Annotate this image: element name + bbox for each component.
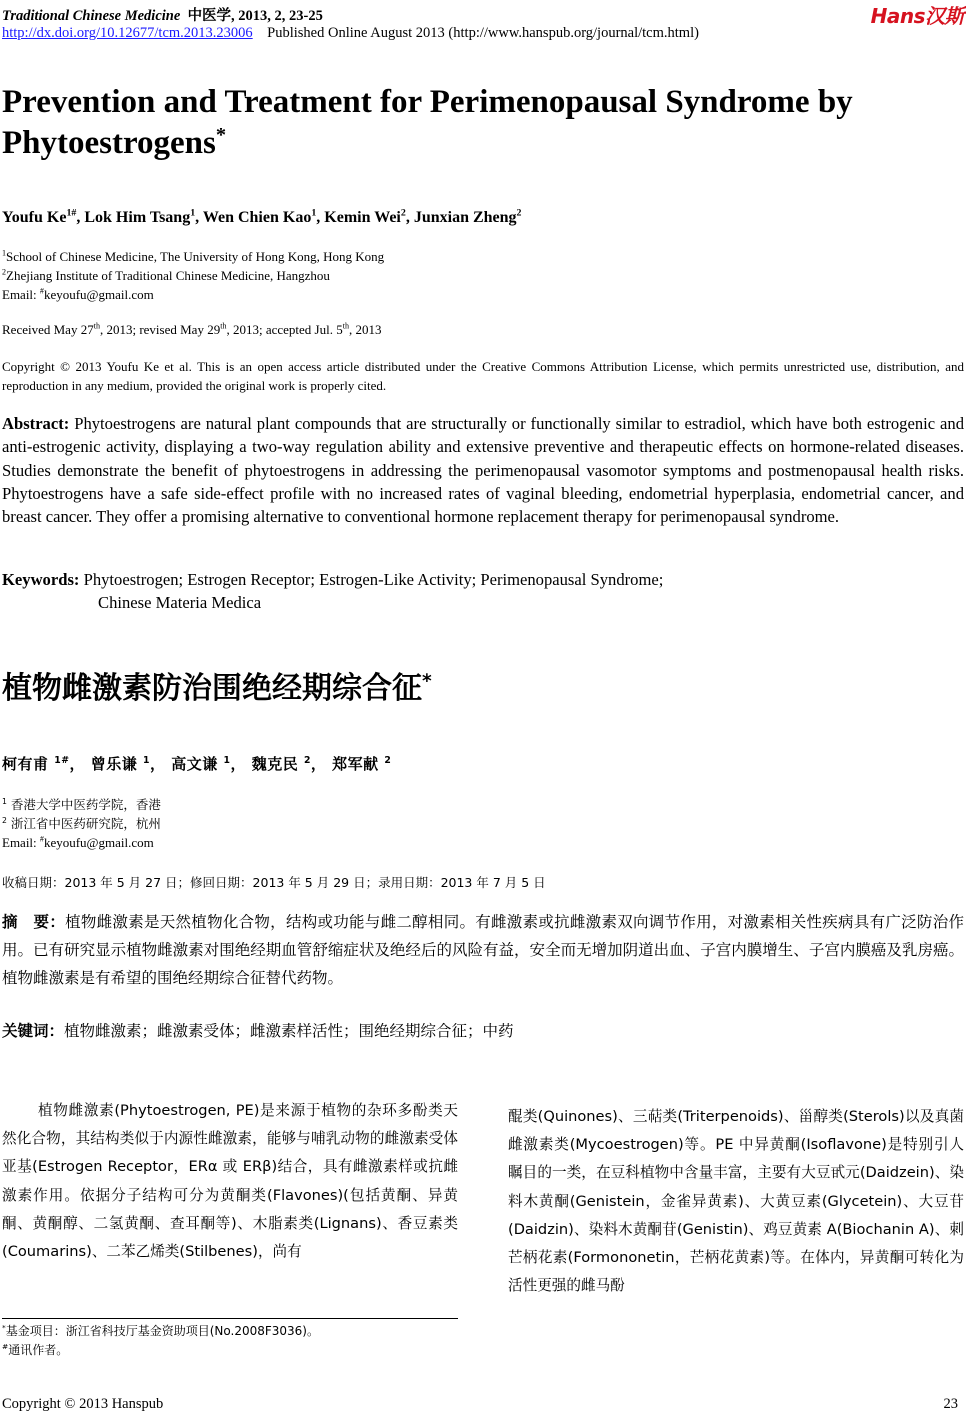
body-column-left: 植物雌激素(Phytoestrogen, PE)是来源于植物的杂环多酚类天然化合物，其结构类似于内源性雌激素，能够与哺乳动物的雌激素受体亚基(Estrogen Receptor，ERα 或 ERβ)结合，具有雌激素样或抗雌激素作用。依据分子结构可分为黄酮类(Flavones)(包括黄酮、异黄酮、黄酮醇、二氢黄酮、查耳酮等)、木脂素类(Lignans)、香豆素类(Coumarins)、二苯乙烯类(Stilbenes)，尚有 bbox=[2, 1102, 458, 1261]
journal-name: Traditional Chinese Medicine bbox=[2, 8, 181, 24]
published-online: Published Online August 2013 (http://www.hanspub.org/journal/tcm.html) bbox=[267, 25, 699, 41]
abstract-en bbox=[2, 412, 964, 528]
keywords-cn bbox=[2, 1019, 514, 1041]
author-sup: 1# bbox=[66, 207, 77, 219]
body-column-right: 醌类(Quinones)、三萜类(Triterpenoids)、甾醇类(Sterols)以及真菌雌激素类(Mycoestrogen)等。PE 中异黄酮(Isoflavone)是特别引人瞩目的一类，在豆科植物中含量丰富，主要有大豆甙元(Daidzein)、染料木黄酮(Genistein，金雀异黄素)、大黄豆素(Glycetein)、大豆苷(Daidzin)、染料木黄酮苷(Genistin)、鸡豆黄素 A(Biochanin A)、刺芒柄花素(Formononetin，芒柄花黄素)等。在体内，异黄酮可转化为活性更强的雌马酚 bbox=[508, 1108, 964, 1295]
affiliations-en bbox=[2, 247, 384, 304]
doi-link[interactable]: http://dx.doi.org/10.12677/tcm.2013.23006 bbox=[2, 25, 253, 41]
affiliation: $^1$School of Chinese Medicine, The University of Hong Kong, Hong Kong bbox=[2, 248, 385, 264]
footnote-divider bbox=[2, 1318, 458, 1319]
author-sup: 1 bbox=[311, 207, 317, 219]
keywords-text-2: Chinese Materia Medica bbox=[98, 593, 262, 613]
author-sup: 2 bbox=[400, 207, 406, 219]
email-line-cn: Email: #keyoufu@gmail.com bbox=[2, 834, 154, 850]
journal-header bbox=[2, 4, 323, 25]
author-list-en: Youfu $Ke^{1\#}$, Lok Him Tsang$^1$, Wen Chien Kao$^1$, Kemin Wei$^2$, Junxian Zheng$^2$ bbox=[2, 207, 522, 226]
received-dates-cn: 收稿日期：2013 年 5 月 27 日；修回日期：2013 年 5 月 29 日；录用日期：2013 年 7 月 5 日 bbox=[2, 875, 546, 890]
header-line-2 bbox=[2, 25, 699, 42]
copyright-notice: Copyright © 2013 Youfu Ke et al. This is an open access article distributed under the Creative Commons Attribution License, which permits unrestricted use, distribution, and reproduction in any medium, provided the original work is properly cited. bbox=[2, 359, 964, 393]
abstract-label: Abstract: bbox=[2, 414, 70, 433]
keywords-en bbox=[2, 568, 663, 615]
abstract-cn-label: 摘 要： bbox=[2, 913, 66, 931]
footer-copyright: Copyright © 2013 Hanspub bbox=[2, 1396, 164, 1412]
author: Wen Chien Kao bbox=[202, 209, 312, 226]
email-line: Email: #keyoufu@gmail.com bbox=[2, 286, 154, 302]
affiliations-cn bbox=[2, 795, 161, 852]
author-list-cn: 柯有甫 $^{1\#}$， 曾乐谦 $^1$， 高文谦 $^1$， 魏克民 $^2$， 郑军献 $^2$ bbox=[2, 755, 392, 773]
title-text: Prevention and Treatment for Perimenopausal Syndrome by Phytoestrogens bbox=[2, 84, 853, 161]
abstract-text: Phytoestrogens are natural plant compounds that are structurally or functionally similar to estradiol, which have both estrogenic and anti-estrogenic activity, displaying a two-way regulation ability and extensive preventive and therapeutic effects on hormone-related diseases. Studies demonstrate the benefit of phytoestrogens in addressing the perimenopausal vasomotor symptoms and postmenopausal health risks. Phytoestrogens have a safe side-effect profile with no increased rates of vaginal bleeding, endometrial hyperplasia, endometrial cancer, and breast cancer. They offer a promising alternative to conventional hormone replacement therapy for perimenopausal syndrome. bbox=[2, 414, 964, 527]
hanspub-logo: Hans汉斯 bbox=[870, 4, 964, 28]
page-number: 23 bbox=[943, 1396, 958, 1412]
title-footnote-mark: * bbox=[215, 124, 227, 146]
author-sup: 2 bbox=[516, 207, 522, 219]
affiliation: $^2$Zhejiang Institute of Traditional Chinese Medicine, Hangzhou bbox=[2, 267, 330, 283]
author: Kemin Wei bbox=[324, 209, 401, 226]
keywords-label: Keywords: bbox=[2, 570, 80, 589]
keywords-text: Phytoestrogen; Estrogen Receptor; Estrogen-Like Activity; Perimenopausal Syndrome; bbox=[83, 570, 664, 589]
received-dates-en: Received May 27th, 2013; revised May 29th, 2013; accepted Jul. 5th, 2013 bbox=[2, 321, 382, 337]
keywords-cn-text: 植物雌激素；雌激素受体；雌激素样活性；围绝经期综合征；中药 bbox=[64, 1022, 514, 1040]
author: Junxian Zheng bbox=[413, 209, 517, 226]
email-address: keyoufu@gmail.com bbox=[43, 287, 154, 302]
paper-title-cn: 植物雌激素防治围绝经期综合征* bbox=[2, 671, 432, 706]
author: Youfu Ke bbox=[2, 209, 67, 226]
abstract-cn bbox=[2, 908, 964, 992]
footnotes bbox=[2, 1322, 319, 1360]
author-sup: 1 bbox=[190, 207, 196, 219]
affiliation: $^1$ 香港大学中医药学院，香港 bbox=[2, 796, 161, 812]
paper-title-en bbox=[2, 82, 952, 164]
affiliation: $^2$ 浙江省中医药研究院，杭州 bbox=[2, 815, 161, 831]
journal-info: 中医学, 2013, 2, 23-25 bbox=[187, 8, 323, 24]
keywords-cn-label: 关键词： bbox=[2, 1022, 65, 1040]
footnote: #通讯作者。 bbox=[2, 1342, 69, 1357]
footnote: *基金项目：浙江省科技厅基金资助项目(No.2008F3036)。 bbox=[2, 1323, 319, 1338]
abstract-cn-text: 植物雌激素是天然植物化合物，结构或功能与雌二醇相同。有雌激素或抗雌激素双向调节作用，对激素相关性疾病具有广泛防治作用。已有研究显示植物雌激素对围绝经期血管舒缩症状及绝经后的风险有益，安全而无增加阴道出血、子宫内膜增生、子宫内膜癌及乳房癌。植物雌激素是有希望的围绝经期综合征替代药物。 bbox=[2, 913, 964, 987]
author: Lok Him Tsang bbox=[84, 209, 191, 226]
